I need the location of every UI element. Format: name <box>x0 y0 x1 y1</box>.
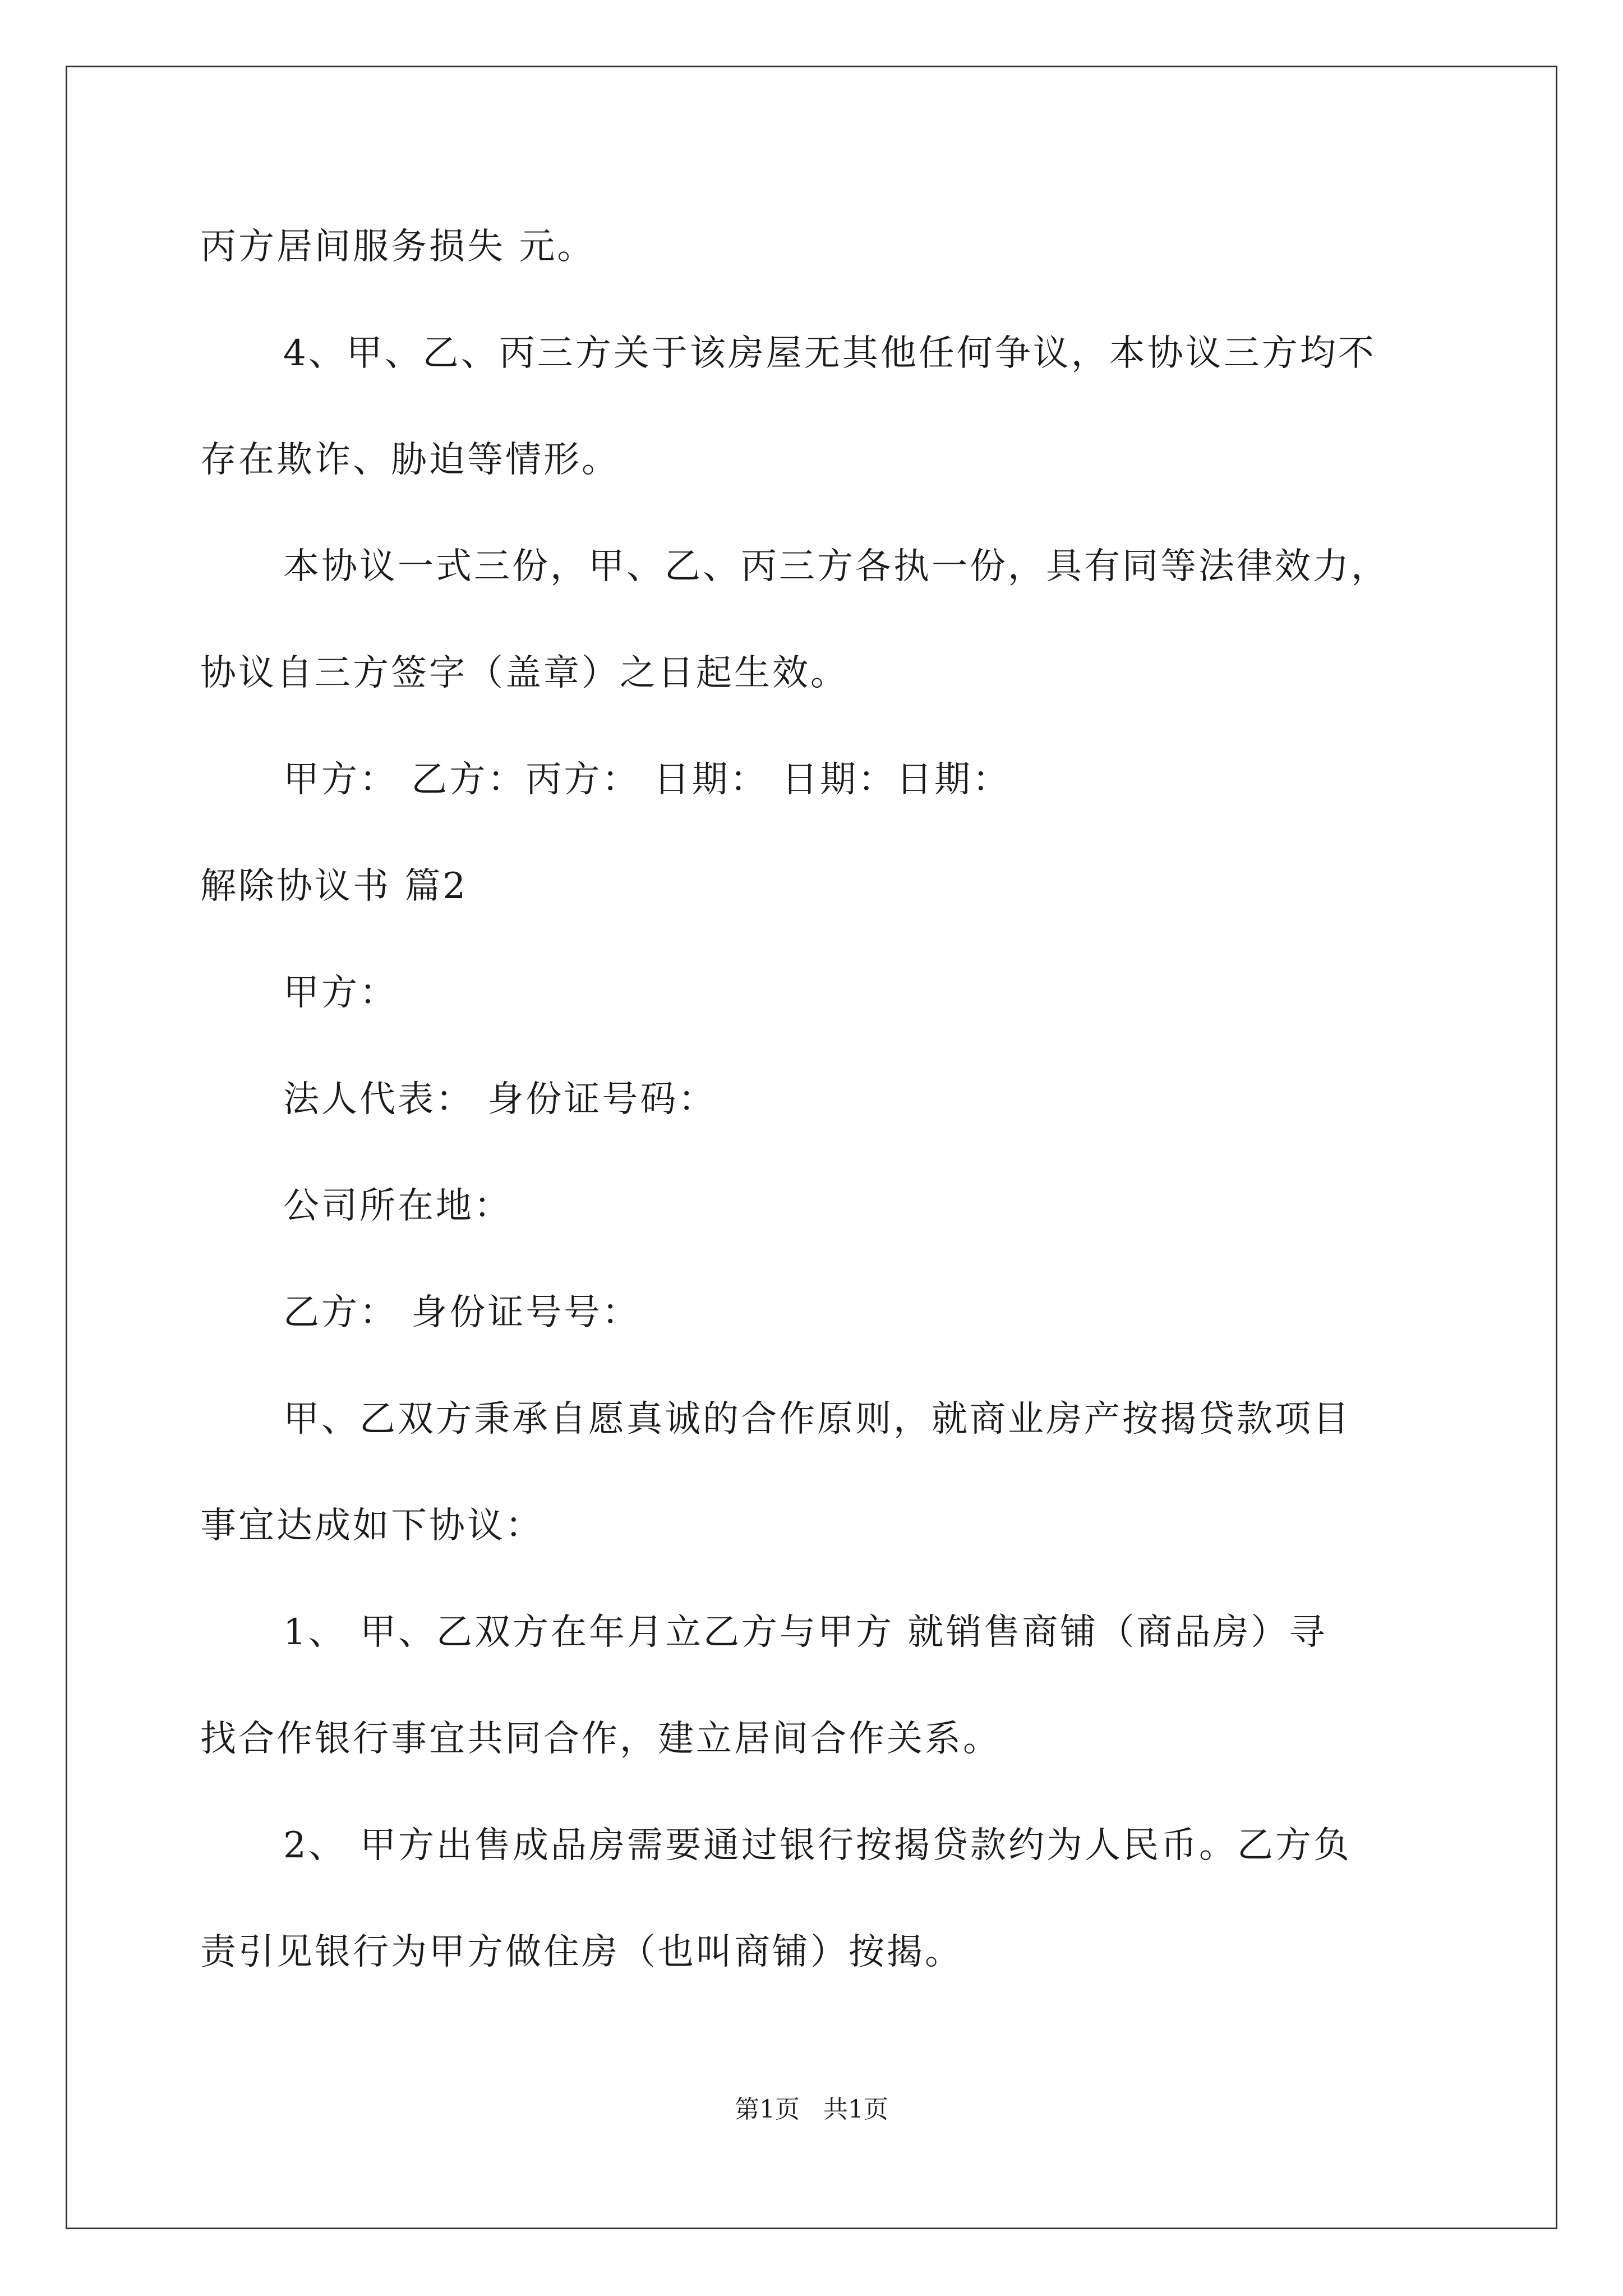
text-line-1: 丙方居间服务损失 元。 <box>200 226 596 268</box>
text-line-15: 找合作银行事宜共同合作，建立居间合作关系。 <box>200 1718 1001 1760</box>
text-line-16: 2、 甲方出售成品房需要通过银行按揭贷款约为人民币。乙方负 <box>283 1825 1352 1866</box>
section-heading: 解除协议书 篇2 <box>200 866 468 907</box>
text-line-3: 存在欺诈、胁迫等情形。 <box>200 439 620 481</box>
page-border <box>66 66 1557 2229</box>
text-line-13: 事宜达成如下协议： <box>200 1505 543 1547</box>
text-line-8: 甲方： <box>283 972 398 1014</box>
text-line-11: 乙方： 身份证号号： <box>283 1292 640 1333</box>
page-number-footer: 第1页 共1页 <box>735 2095 888 2124</box>
text-line-5: 协议自三方签字（盖章）之日起生效。 <box>200 652 849 694</box>
text-line-4: 本协议一式三份，甲、乙、丙三方各执一份，具有同等法律效力， <box>283 546 1389 587</box>
text-line-12: 甲、乙双方秉承自愿真诚的合作原则，就商业房产按揭贷款项目 <box>283 1398 1351 1440</box>
text-line-14: 1、 甲、乙双方在年月立乙方与甲方 就销售商铺（商品房）寻 <box>283 1612 1327 1653</box>
text-line-10: 公司所在地： <box>283 1185 512 1227</box>
text-line-9: 法人代表： 身份证号码： <box>283 1079 717 1120</box>
text-line-2: 4、甲、乙、丙三方关于该房屋无其他任何争议，本协议三方均不 <box>283 333 1376 374</box>
text-line-17: 责引见银行为甲方做住房（也叫商铺）按揭。 <box>200 1931 963 1973</box>
signature-line: 甲方： 乙方：丙方： 日期： 日期：日期： <box>283 759 1011 800</box>
